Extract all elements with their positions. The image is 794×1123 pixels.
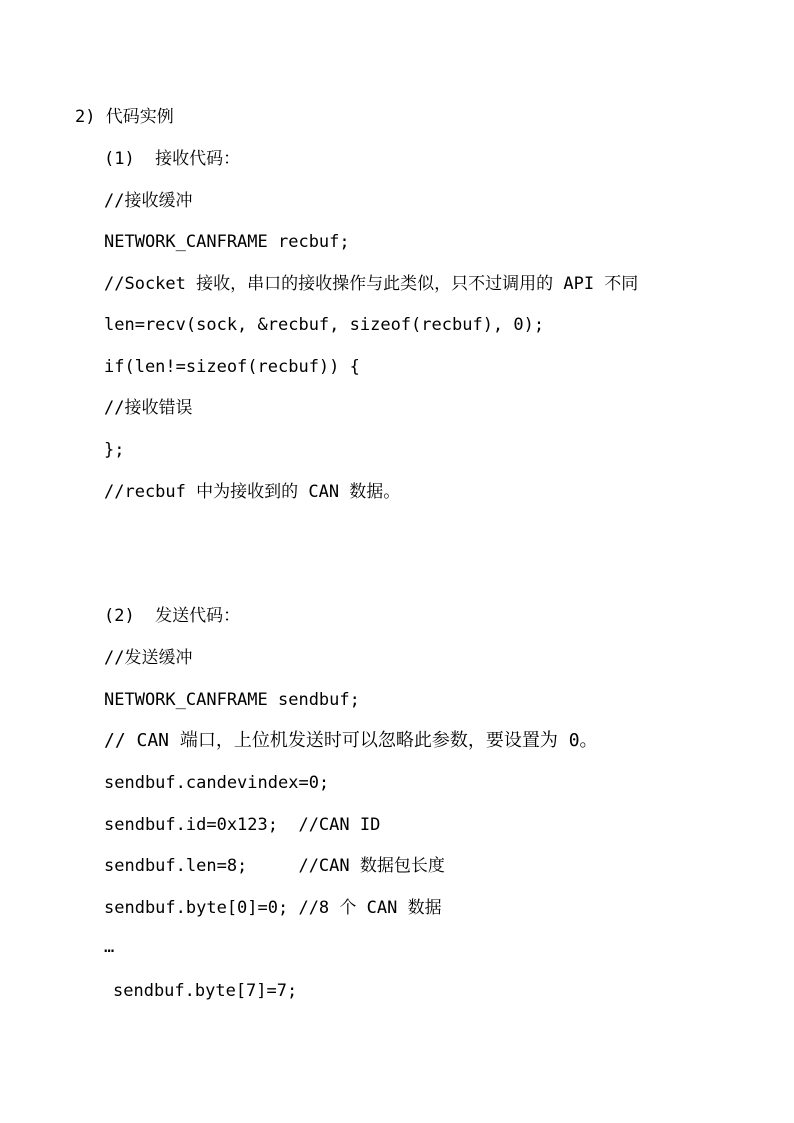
send-code-line: sendbuf.id=0x123; //CAN ID: [104, 815, 381, 835]
send-code-line: sendbuf.byte[7]=7;: [113, 981, 298, 1001]
receive-code-line: //接收错误: [104, 398, 193, 418]
receive-code-line: //Socket 接收，串口的接收操作与此类似，只不过调用的 API 不同: [104, 274, 639, 294]
section-heading: 2) 代码实例: [75, 107, 174, 127]
send-code-line: // CAN 端口，上位机发送时可以忽略此参数，要设置为 0。: [104, 730, 598, 751]
send-code-line: NETWORK_CANFRAME sendbuf;: [104, 690, 360, 710]
send-code-line: sendbuf.byte[0]=0; //8 个 CAN 数据: [104, 898, 442, 918]
receive-code-line: if(len!=sizeof(recbuf)) {: [104, 357, 360, 377]
receive-code-line: };: [104, 440, 125, 460]
send-code-line: sendbuf.candevindex=0;: [104, 773, 330, 793]
send-code-title: (2) 发送代码：: [104, 606, 241, 626]
send-code-line: //发送缓冲: [104, 648, 193, 668]
receive-code-title: (1) 接收代码：: [104, 149, 241, 169]
receive-code-line: NETWORK_CANFRAME recbuf;: [104, 232, 350, 252]
receive-code-line: //recbuf 中为接收到的 CAN 数据。: [104, 482, 401, 502]
receive-code-line: //接收缓冲: [104, 191, 193, 211]
send-code-line: sendbuf.len=8; //CAN 数据包长度: [104, 856, 445, 876]
receive-code-line: len=recv(sock, &recbuf, sizeof(recbuf), 0);: [104, 315, 545, 335]
send-code-ellipsis: …: [104, 937, 115, 957]
